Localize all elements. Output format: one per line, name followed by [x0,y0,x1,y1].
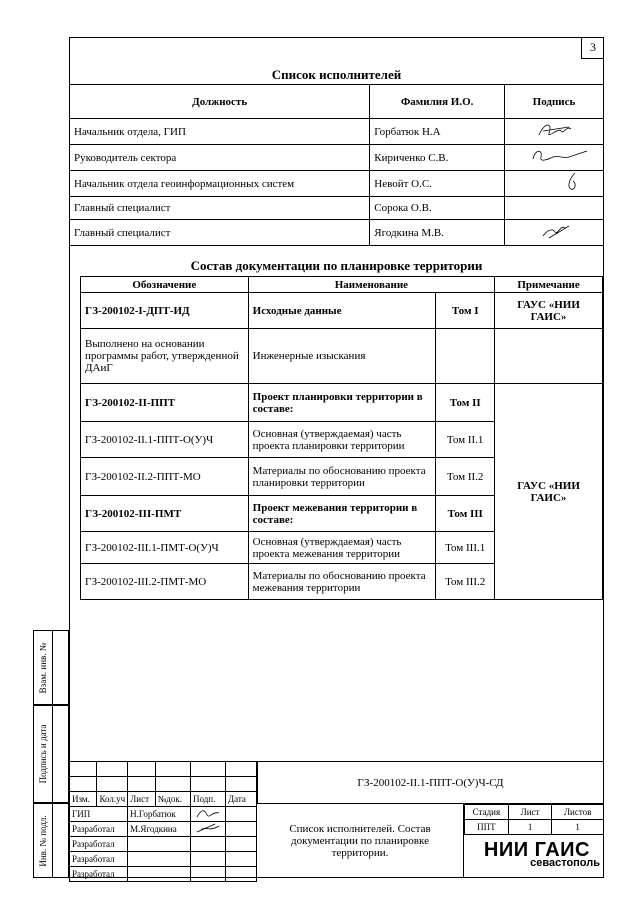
org-logo-line2: севастополь [530,857,600,869]
header-signature: Подпись [504,85,603,119]
name-cell: Инженерные изыскания [248,329,436,384]
side-inv-podl [33,803,69,878]
volume-cell: Том II.2 [436,458,495,496]
person-cell [128,837,191,852]
merged-note-cell: ГАУС «НИИ ГАИС» [495,384,603,600]
header-note: Примечание [495,277,603,293]
page-number: 3 [581,37,604,59]
header-name: Фамилия И.О. [370,85,505,119]
volume-cell: Том III.2 [436,564,495,600]
sign-cell [190,807,225,822]
note-cell [495,329,603,384]
code-cell: ГЗ-200102-II.2-ППТ-МО [81,458,249,496]
name-cell: Материалы по обоснованию проекта планировки территории [248,458,436,496]
table-row [70,171,604,197]
sign-cell [190,822,225,837]
role-cell: ГИП [70,807,128,822]
side-inv-zam-label: Взам. инв. № [38,642,48,693]
side-sign-date [33,705,69,803]
signature-image [193,822,223,834]
person-cell [128,867,191,882]
name-cell: Основная (утверждаемая) часть проекта межевания территории [248,532,436,564]
person-cell [128,852,191,867]
sheet-label: Лист [508,805,552,820]
name-cell: Кириченко С.В. [370,145,505,171]
table-row [70,220,604,246]
org-logo [464,832,604,878]
header-position: Должность [70,85,370,119]
name-cell: Исходные данные [248,293,436,329]
signature-cell [504,119,603,145]
signature-cell [504,220,603,246]
table-row [70,119,604,145]
volume-cell: Том I [436,293,495,329]
role-cell: Разработал [70,852,128,867]
code-cell: ГЗ-200102-III.2-ПМТ-МО [81,564,249,600]
docs-title: Состав документации по планировке территории [190,258,483,273]
signature-image [509,220,599,242]
name-cell: Проект межевания территории в составе: [248,496,436,532]
signature-cell [504,197,603,220]
stage-value: ППТ [465,820,509,835]
volume-cell: Том III [436,496,495,532]
volume-cell: Том III.1 [436,532,495,564]
volume-cell [436,329,495,384]
title-block [69,761,604,878]
side-inv-zam [33,630,69,705]
position-cell: Начальник отдела геоинформационных систем [70,171,370,197]
table-row [81,293,603,329]
col-kol: Кол.уч [97,792,128,807]
docs-table [80,276,603,600]
name-cell: Горбатюк Н.А [370,119,505,145]
sheets-label: Листов [552,805,604,820]
sheet-title: Список исполнителей. Состав документации по планировке территории. [257,804,464,878]
sheet-value: 1 [508,820,552,835]
signature-cell [504,145,603,171]
table-row [81,384,603,422]
name-cell: Сорока О.В. [370,197,505,220]
code-cell: ГЗ-200102-III.1-ПМТ-О(У)Ч [81,532,249,564]
document-code: ГЗ-200102-II.1-ППТ-О(У)Ч-СД [257,761,604,804]
code-cell: ГЗ-200102-II.1-ППТ-О(У)Ч [81,422,249,458]
position-cell: Главный специалист [70,197,370,220]
table-row [70,197,604,220]
stage-label: Стадия [465,805,509,820]
person-cell: М.Ягодкина [128,822,191,837]
col-ndok: №док. [155,792,190,807]
executors-table [69,84,604,246]
role-cell: Разработал [70,837,128,852]
code-cell: ГЗ-200102-III-ПМТ [81,496,249,532]
note-cell: ГАУС «НИИ ГАИС» [495,293,603,329]
revision-table [69,761,257,882]
name-cell: Материалы по обоснованию проекта межевания территории [248,564,436,600]
signature-cell [504,171,603,197]
table-row [81,329,603,384]
position-cell: Главный специалист [70,220,370,246]
col-data: Дата [225,792,256,807]
col-podp: Подп. [190,792,225,807]
role-cell: Разработал [70,867,128,882]
side-inv-podl-label: Инв. № подл. [38,814,48,867]
side-sign-date-label: Подпись и дата [38,724,48,784]
name-cell: Невойт О.С. [370,171,505,197]
executors-title: Список исполнителей [271,67,402,82]
signature-image [509,171,599,193]
stage-table [464,804,604,835]
header-title: Наименование [248,277,494,293]
volume-cell: Том II.1 [436,422,495,458]
person-cell: Н.Горбатюк [128,807,191,822]
position-cell: Начальник отдела, ГИП [70,119,370,145]
name-cell: Проект планировки территории в составе: [248,384,436,422]
col-list: Лист [128,792,156,807]
name-cell: Ягодкина М.В. [370,220,505,246]
signature-image [193,807,223,819]
header-code: Обозначение [81,277,249,293]
name-cell: Основная (утверждаемая) часть проекта планировки территории [248,422,436,458]
col-izm: Изм. [70,792,97,807]
table-row [70,145,604,171]
volume-cell: Том II [436,384,495,422]
code-cell: ГЗ-200102-II-ППТ [81,384,249,422]
sheets-value: 1 [552,820,604,835]
signature-image [509,145,599,167]
org-logo-line1: НИИ ГАИС [483,839,590,861]
position-cell: Руководитель сектора [70,145,370,171]
code-cell: ГЗ-200102-I-ДПТ-ИД [81,293,249,329]
role-cell: Разработал [70,822,128,837]
code-cell: Выполнено на основании программы работ, утвержденной ДАиГ [81,329,249,384]
signature-image [509,119,599,141]
